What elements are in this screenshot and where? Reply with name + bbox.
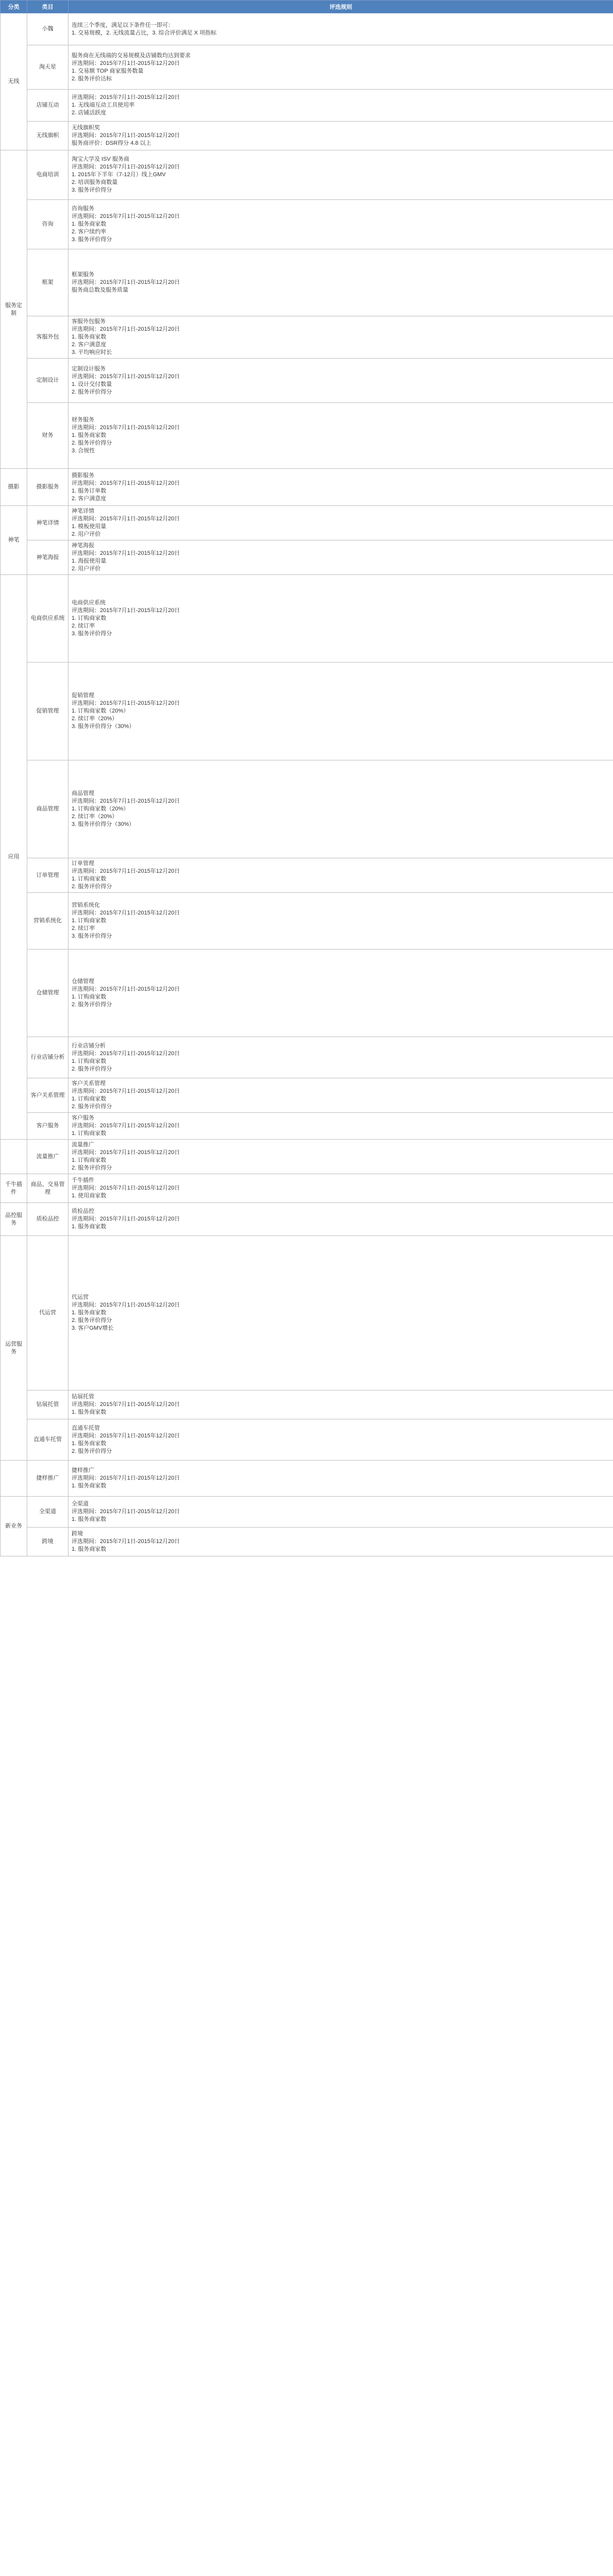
category-cell: 品控服务: [1, 1203, 27, 1236]
table-row: [1, 1037, 613, 1078]
rule-line: 评选期间：2015年7月1日-2015年12月20日: [72, 516, 180, 522]
table-row: [1, 1497, 613, 1528]
rule-line: 2. 客户满意度: [72, 342, 107, 348]
rules-cell: [69, 1140, 613, 1174]
table-row: [1, 1419, 613, 1461]
rule-line: 1. 服务订单数: [72, 487, 107, 494]
rule-line: 3. 服务评价得分: [72, 187, 112, 193]
category-cell: 无线: [1, 13, 27, 150]
rules-cell: [69, 1113, 613, 1140]
rule-line: 1. 订购商家数: [72, 918, 107, 924]
rules-cell: [69, 893, 613, 950]
rules-cell: [69, 1391, 613, 1419]
subcategory-cell: 神笔海报: [27, 540, 69, 575]
rules-cell: [69, 122, 613, 150]
rule-line: 1. 订购商家数: [72, 1130, 107, 1137]
rule-line: 评选期间：2015年7月1日-2015年12月20日: [72, 1050, 180, 1057]
rule-line: 3. 服务评价得分（30%）: [72, 723, 135, 730]
rule-line: 电商供应系统: [72, 600, 106, 606]
rule-line: 捷样推广: [72, 1467, 94, 1473]
table-row: [1, 1461, 613, 1497]
category-cell: 运营服务: [1, 1236, 27, 1461]
rule-line: 2. 服务评价得分: [72, 440, 112, 446]
subcategory-cell: 钻展托管: [27, 1391, 69, 1419]
table-row: [1, 249, 613, 316]
rule-line: 1. 订购商家数: [72, 876, 107, 882]
table-row: [1, 403, 613, 469]
rule-line: 2. 服务评价得分: [72, 388, 112, 395]
rule-line: 评选期间：2015年7月1日-2015年12月20日: [72, 1432, 180, 1439]
rule-line: 评选期间：2015年7月1日-2015年12月20日: [72, 279, 180, 285]
rule-line: 2. 续订率（20%）: [72, 716, 118, 722]
rule-line: 评选期间：2015年7月1日-2015年12月20日: [72, 700, 180, 706]
rule-line: 服务商在无线端的交易规模及店铺数均达到要求: [72, 52, 191, 59]
rule-line: 2. 用户评价: [72, 566, 101, 572]
rules-cell: [69, 469, 613, 506]
rule-line: 评选期间：2015年7月1日-2015年12月20日: [72, 1509, 180, 1515]
rule-line: 客户关系管理: [72, 1080, 106, 1087]
rules-cell: [69, 200, 613, 249]
rules-cell: [69, 150, 613, 200]
table-row: [1, 663, 613, 760]
category-cell: 千牛插件: [1, 1174, 27, 1203]
rule-line: 评选期间：2015年7月1日-2015年12月20日: [72, 60, 180, 66]
rule-line: 客户服务: [72, 1115, 94, 1121]
rules-cell: [69, 858, 613, 893]
rule-line: 1. 模板使用量: [72, 523, 107, 530]
rule-line: 流量推广: [72, 1142, 94, 1148]
rule-line: 1. 订购商家数（20%）: [72, 708, 129, 714]
subcategory-cell: 商品管理: [27, 760, 69, 858]
subcategory-cell: 框架: [27, 249, 69, 316]
table-row: [1, 200, 613, 249]
rule-line: 咨询服务: [72, 206, 94, 212]
subcategory-cell: 营销系统化: [27, 893, 69, 950]
subcategory-cell: 直通车托管: [27, 1419, 69, 1461]
rules-cell: [69, 1528, 613, 1556]
table-row: [1, 1078, 613, 1113]
subcategory-cell: 流量推广: [27, 1140, 69, 1174]
rules-cell: [69, 540, 613, 575]
rules-cell: [69, 506, 613, 540]
rule-line: 评选期间：2015年7月1日-2015年12月20日: [72, 132, 180, 139]
rule-line: 3. 客户GMV增长: [72, 1325, 114, 1331]
rules-cell: [69, 1174, 613, 1203]
header-category: 分类: [1, 1, 27, 13]
rule-line: 1. 订购商家数: [72, 993, 107, 1000]
rule-line: 促销管理: [72, 692, 94, 699]
rule-line: 评选期间：2015年7月1日-2015年12月20日: [72, 326, 180, 332]
rule-line: 1. 交易额 TOP 商家服务数量: [72, 67, 144, 74]
rule-line: 3. 服务评价得分: [72, 236, 112, 243]
rule-line: 财务服务: [72, 417, 94, 423]
subcategory-cell: 客服外包: [27, 316, 69, 359]
table-row: [1, 45, 613, 90]
category-cell: 应用: [1, 575, 27, 1140]
rule-line: 1. 设计交付数量: [72, 381, 112, 387]
table-body: [1, 13, 613, 1556]
rule-line: 2. 客户满意度: [72, 495, 107, 502]
rule-line: 2. 用户评价: [72, 531, 101, 537]
subcategory-cell: 神笔详情: [27, 506, 69, 540]
table-row: [1, 90, 613, 122]
rule-line: 评选期间：2015年7月1日-2015年12月20日: [72, 1123, 180, 1129]
rules-cell: [69, 1461, 613, 1497]
rule-line: 1. 订购商家数: [72, 1058, 107, 1064]
rules-cell: [69, 90, 613, 122]
rules-cell: [69, 1037, 613, 1078]
rule-line: 2. 店铺活跃度: [72, 110, 107, 116]
rule-line: 3. 服务评价得分: [72, 933, 112, 939]
rule-line: 2. 服务评价得分: [72, 1104, 112, 1110]
table-row: [1, 1203, 613, 1236]
rule-line: 评选期间：2015年7月1日-2015年12月20日: [72, 1302, 180, 1308]
rule-line: 仓储管理: [72, 978, 94, 985]
rule-line: 连续三个季度，满足以下条件任一即可：: [72, 22, 174, 28]
table-row: [1, 950, 613, 1037]
rule-line: 评选期间：2015年7月1日-2015年12月20日: [72, 1149, 180, 1156]
rule-line: 2. 客户续约率: [72, 229, 107, 235]
rule-line: 评选期间：2015年7月1日-2015年12月20日: [72, 1185, 180, 1191]
rule-line: 服务商评价：DSR得分 4.8 以上: [72, 140, 151, 146]
table-row: [1, 575, 613, 663]
category-cell: 神笔: [1, 506, 27, 575]
rule-line: 1. 服务商家数: [72, 334, 107, 340]
rule-line: 评选期间：2015年7月1日-2015年12月20日: [72, 550, 180, 556]
table-row: [1, 1140, 613, 1174]
rule-line: 评选期间：2015年7月1日-2015年12月20日: [72, 910, 180, 916]
header-subcategory: 类目: [27, 1, 69, 13]
table-row: [1, 893, 613, 950]
rules-cell: [69, 13, 613, 45]
table-row: [1, 316, 613, 359]
rule-line: 框架服务: [72, 272, 94, 278]
rule-line: 全渠道: [72, 1501, 89, 1507]
rule-line: 评选期间：2015年7月1日-2015年12月20日: [72, 1475, 180, 1481]
rule-line: 评选期间：2015年7月1日-2015年12月20日: [72, 1088, 180, 1094]
rule-line: 1. 服务商家数: [72, 1224, 107, 1230]
rule-line: 1. 服务商家数: [72, 1310, 107, 1316]
rule-line: 钻展托管: [72, 1394, 94, 1400]
table-row: [1, 540, 613, 575]
subcategory-cell: 电商培训: [27, 150, 69, 200]
table-row: [1, 1391, 613, 1419]
rule-line: 评选期间：2015年7月1日-2015年12月20日: [72, 1401, 180, 1408]
subcategory-cell: 客户关系管理: [27, 1078, 69, 1113]
rule-line: 1. 服务商家数: [72, 1409, 107, 1415]
subcategory-cell: 仓储管理: [27, 950, 69, 1037]
rule-line: 神笔详情: [72, 508, 94, 514]
rule-line: 客服外包服务: [72, 318, 106, 325]
subcategory-cell: 全渠道: [27, 1497, 69, 1528]
table-header-row: [1, 1, 613, 13]
category-cell: [1, 1140, 27, 1174]
category-cell: 摄影: [1, 469, 27, 506]
rule-line: 评选期间：2015年7月1日-2015年12月20日: [72, 1216, 180, 1222]
subcategory-cell: 小魏: [27, 13, 69, 45]
table-row: [1, 150, 613, 200]
subcategory-cell: 财务: [27, 403, 69, 469]
rule-line: 跨境: [72, 1531, 83, 1537]
rules-cell: [69, 45, 613, 90]
subcategory-cell: 咨询: [27, 200, 69, 249]
subcategory-cell: 质检品控: [27, 1203, 69, 1236]
category-cell: 新业务: [1, 1497, 27, 1556]
subcategory-cell: 商品、交易管理: [27, 1174, 69, 1203]
rule-line: 1. 2015年下半年（7-12月）线上GMV: [72, 172, 166, 178]
rule-line: 1. 订购商家数: [72, 1096, 107, 1102]
category-cell: 服务定制: [1, 150, 27, 469]
rule-line: 2. 续订率（20%）: [72, 814, 118, 820]
rule-line: 2. 服务评价得分: [72, 1317, 112, 1324]
rule-line: 评选期间：2015年7月1日-2015年12月20日: [72, 94, 180, 100]
subcategory-cell: 电商供应系统: [27, 575, 69, 663]
rule-line: 2. 续订率: [72, 623, 95, 629]
rule-line: 质检品控: [72, 1208, 94, 1214]
rule-line: 1. 订购商家数: [72, 1157, 107, 1163]
rule-line: 商品管理: [72, 790, 94, 796]
rules-cell: [69, 249, 613, 316]
subcategory-cell: 淘天星: [27, 45, 69, 90]
table-row: [1, 760, 613, 858]
table-row: [1, 469, 613, 506]
rule-line: 1. 服务商家数: [72, 432, 107, 438]
rule-line: 3. 合规性: [72, 448, 95, 454]
rule-line: 评选期间：2015年7月1日-2015年12月20日: [72, 798, 180, 804]
rules-cell: [69, 663, 613, 760]
rule-line: 2. 服务评价得分: [72, 1165, 112, 1171]
rules-cell: [69, 1419, 613, 1461]
subcategory-cell: 捷样推广: [27, 1461, 69, 1497]
rule-line: 评选期间：2015年7月1日-2015年12月20日: [72, 425, 180, 431]
rule-line: 评选期间：2015年7月1日-2015年12月20日: [72, 607, 180, 614]
table-row: [1, 506, 613, 540]
rules-cell: [69, 359, 613, 403]
rule-line: 直通车托管: [72, 1425, 100, 1431]
subcategory-cell: 促销管理: [27, 663, 69, 760]
rule-line: 1. 服务商家数: [72, 1516, 107, 1522]
table-row: [1, 1174, 613, 1203]
rules-cell: [69, 760, 613, 858]
rules-cell: [69, 1497, 613, 1528]
header-rules: 评选规则: [69, 1, 613, 13]
rule-line: 1. 服务商家数: [72, 1546, 107, 1552]
rule-line: 1. 订购商家数: [72, 615, 107, 621]
rule-line: 摄影服务: [72, 472, 94, 479]
subcategory-cell: 订单管理: [27, 858, 69, 893]
rule-line: 定制设计服务: [72, 365, 106, 372]
rule-line: 评选期间：2015年7月1日-2015年12月20日: [72, 986, 180, 992]
rule-line: 千牛插件: [72, 1177, 94, 1183]
rules-cell: [69, 1203, 613, 1236]
rule-line: 1. 使用商家数: [72, 1193, 107, 1199]
rule-line: 代运营: [72, 1294, 89, 1300]
table-row: [1, 1236, 613, 1391]
subcategory-cell: 定制设计: [27, 359, 69, 403]
rule-line: 3. 服务评价得分: [72, 631, 112, 637]
rule-line: 评选期间：2015年7月1日-2015年12月20日: [72, 868, 180, 874]
table-row: [1, 1113, 613, 1140]
rule-line: 1. 服务商家数: [72, 1440, 107, 1447]
rules-cell: [69, 1236, 613, 1391]
rule-line: 2. 培训服务商数量: [72, 179, 118, 185]
rule-line: 1. 无线端互动工具使用率: [72, 102, 135, 108]
rule-line: 订单管理: [72, 860, 94, 867]
rule-line: 2. 服务评价得分: [72, 1448, 112, 1454]
rule-line: 2. 续订率: [72, 925, 95, 931]
table-row: [1, 122, 613, 150]
rule-line: 行业店铺分析: [72, 1042, 106, 1049]
rule-line: 2. 服务评价得分: [72, 884, 112, 890]
subcategory-cell: 客户服务: [27, 1113, 69, 1140]
subcategory-cell: 店铺互动: [27, 90, 69, 122]
rule-line: 1. 订购商家数（20%）: [72, 806, 129, 812]
rules-cell: [69, 403, 613, 469]
rule-line: 神笔海报: [72, 543, 94, 549]
rule-line: 2. 服务评价得分: [72, 1065, 112, 1072]
table-row: [1, 858, 613, 893]
rule-line: 评选期间：2015年7月1日-2015年12月20日: [72, 480, 180, 486]
subcategory-cell: 代运营: [27, 1236, 69, 1391]
rule-line: 评选期间：2015年7月1日-2015年12月20日: [72, 373, 180, 380]
rule-line: 3. 平均响应时长: [72, 349, 112, 355]
table-row: [1, 1528, 613, 1556]
rule-line: 评选期间：2015年7月1日-2015年12月20日: [72, 164, 180, 170]
table-row: [1, 359, 613, 403]
rule-line: 1. 交易规模，2. 无线流量占比，3. 综合评价满足 X 项指标: [72, 29, 217, 36]
rule-line: 淘宝大学及 ISV 服务商: [72, 156, 129, 162]
rule-line: 评选期间：2015年7月1日-2015年12月20日: [72, 213, 180, 219]
rule-line: 3. 服务评价得分（30%）: [72, 821, 135, 827]
rules-cell: [69, 316, 613, 359]
rule-line: 1. 服务商家数: [72, 1483, 107, 1489]
subcategory-cell: 摄影服务: [27, 469, 69, 506]
subcategory-cell: 无线旗帜: [27, 122, 69, 150]
rule-line: 2. 服务评价达标: [72, 75, 112, 82]
rule-line: 营销系统化: [72, 902, 100, 908]
rule-line: 无线旗帜奖: [72, 125, 100, 131]
rules-cell: [69, 575, 613, 663]
subcategory-cell: 行业店铺分析: [27, 1037, 69, 1078]
category-cell: [1, 1461, 27, 1497]
rules-cell: [69, 1078, 613, 1113]
subcategory-cell: 跨境: [27, 1528, 69, 1556]
rule-line: 服务商总数及服务质量: [72, 287, 128, 293]
rule-line: 评选期间：2015年7月1日-2015年12月20日: [72, 1538, 180, 1545]
rule-line: 1. 服务商家数: [72, 221, 107, 227]
table-row: [1, 13, 613, 45]
rules-cell: [69, 950, 613, 1037]
rule-line: 2. 服务评价得分: [72, 1001, 112, 1008]
rule-line: 1. 海报使用量: [72, 558, 107, 564]
